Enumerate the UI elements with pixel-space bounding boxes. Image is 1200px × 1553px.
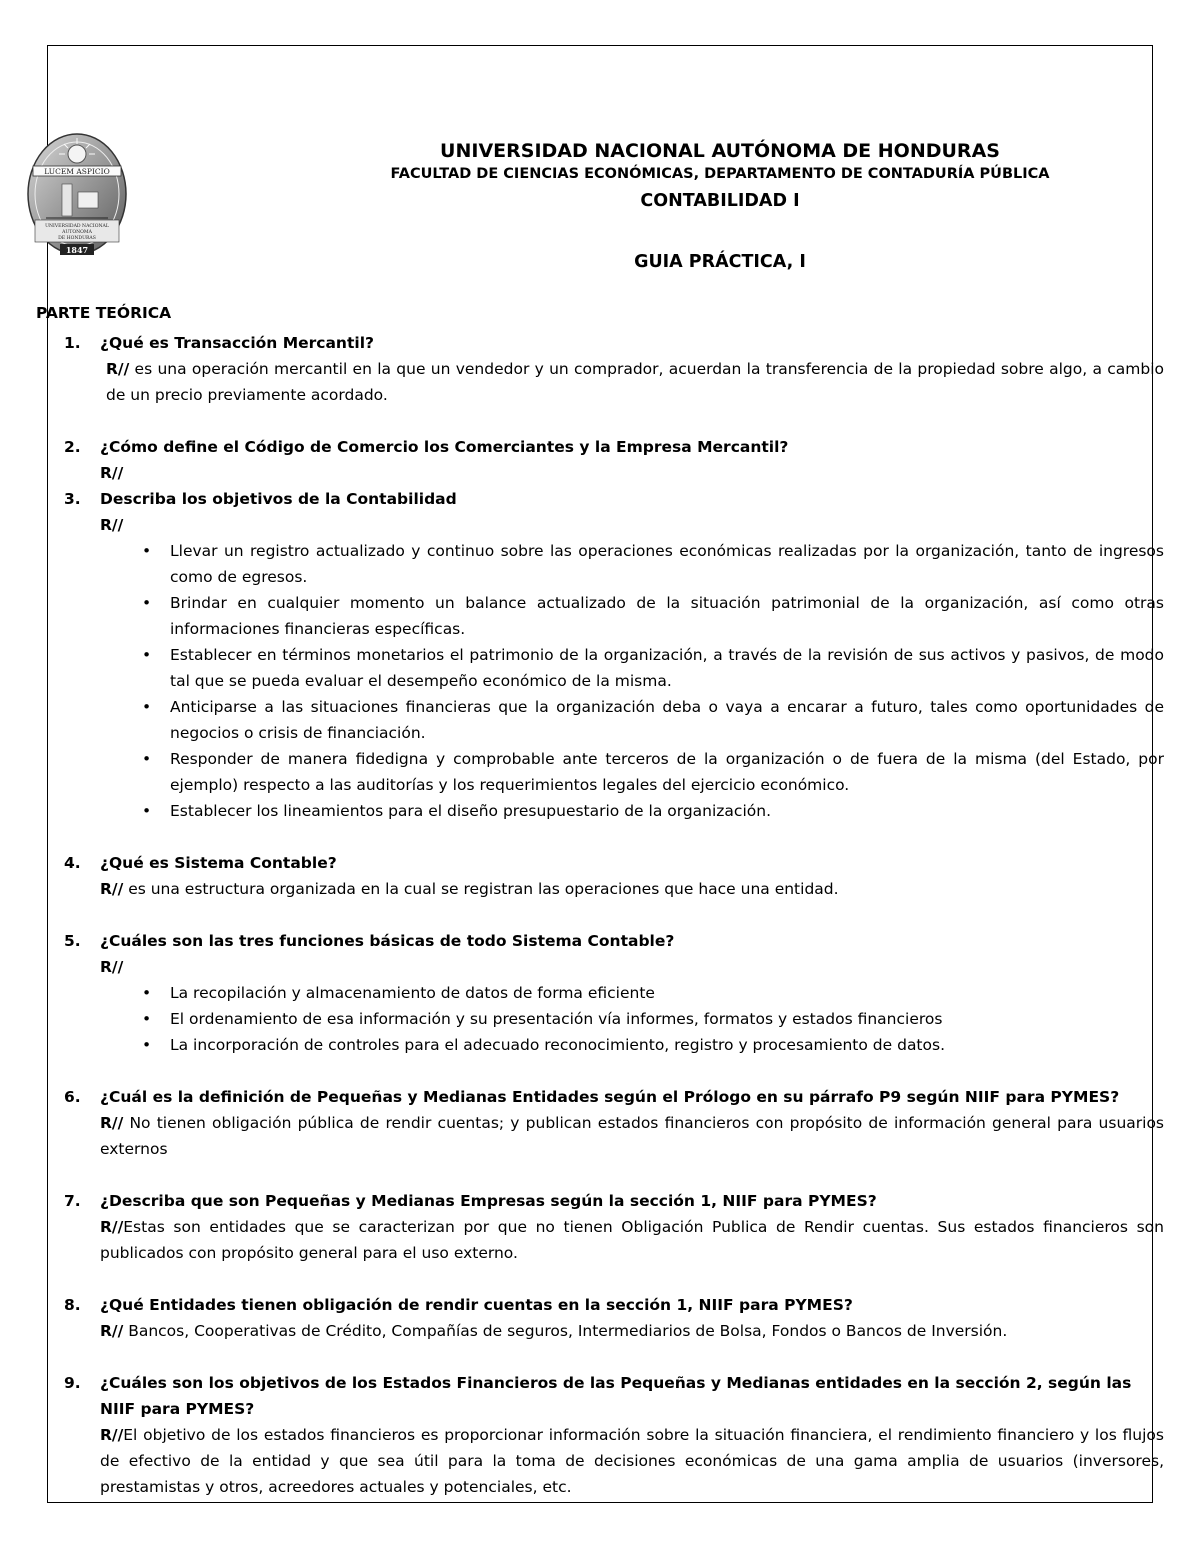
question-item — [64, 330, 1164, 408]
question-text: ¿Cuáles son los objetivos de los Estados Financieros de las Pequeñas y Medianas entidades en la sección 2, según las NIIF para PYMES? — [100, 1374, 1132, 1418]
svg-text:DE HONDURAS: DE HONDURAS — [58, 236, 96, 241]
answer-prefix: R// — [100, 1218, 124, 1236]
bullet-item: • Establecer en términos monetarios el patrimonio de la organización, a través de la revisión de sus activos y pasivos, de modo tal que se pueda evaluar el desempeño económico de la misma. — [170, 642, 1164, 694]
bullet-list — [100, 538, 1164, 824]
question-number: 8. — [64, 1296, 81, 1314]
question-item — [64, 928, 1164, 1058]
question-item — [64, 1292, 1164, 1344]
bullet-item: • Llevar un registro actualizado y continuo sobre las operaciones económicas realizadas por la organización, tanto de ingresos como de egresos. — [170, 538, 1164, 590]
answer-body: Estas son entidades que se caracterizan por que no tienen Obligación Publica de Rendir cuentas. Sus estados financieros son publicados con propósito general para el uso externo. — [100, 1218, 1164, 1262]
answer-prefix: R// — [100, 880, 124, 898]
answer-text — [100, 954, 1164, 980]
question-number: 7. — [64, 1192, 81, 1210]
section-title: PARTE TEÓRICA — [36, 304, 172, 322]
guide-title: GUIA PRÁCTICA, I — [634, 252, 806, 272]
answer-text — [100, 1422, 1164, 1500]
answer-prefix: R// — [106, 360, 130, 378]
answer-body: El objetivo de los estados financieros es proporcionar información sobre la situación financiera, el rendimiento financiero y los flujos de efectivo de la entidad y que sea útil para la toma de decisiones económicas de una gama amplia de usuarios (inversores, prestamistas y otros, acreedores actuales y potenciales, etc. — [100, 1426, 1164, 1496]
question-number: 3. — [64, 490, 81, 508]
bullet-item: • La incorporación de controles para el adecuado reconocimiento, registro y procesamiento de datos. — [170, 1032, 1164, 1058]
question-list — [64, 330, 1164, 1526]
answer-text — [100, 512, 1164, 538]
question-number: 6. — [64, 1088, 81, 1106]
course-title: CONTABILIDAD I — [640, 191, 800, 211]
question-item — [64, 1188, 1164, 1266]
bullet-item: • La recopilación y almacenamiento de datos de forma eficiente — [170, 980, 1164, 1006]
question-number: 9. — [64, 1374, 81, 1392]
svg-text:LUCEM ASPICIO: LUCEM ASPICIO — [44, 167, 110, 176]
bullet-item: • El ordenamiento de esa información y su presentación vía informes, formatos y estados financieros — [170, 1006, 1164, 1032]
answer-text — [100, 356, 1164, 408]
question-text: ¿Qué Entidades tienen obligación de rendir cuentas en la sección 1, NIIF para PYMES? — [100, 1296, 853, 1314]
answer-text — [100, 1318, 1164, 1344]
bullet-item: • Establecer los lineamientos para el diseño presupuestario de la organización. — [170, 798, 1164, 824]
faculty-title: FACULTAD DE CIENCIAS ECONÓMICAS, DEPARTAMENTO DE CONTADURÍA PÚBLICA — [390, 166, 1050, 182]
question-text: ¿Cuál es la definición de Pequeñas y Medianas Entidades según el Prólogo en su párrafo P9 según NIIF para PYMES? — [100, 1088, 1120, 1106]
answer-body: No tienen obligación pública de rendir cuentas; y publican estados financieros con propósito de información general para usuarios externos — [100, 1114, 1164, 1158]
answer-prefix: R// — [100, 1322, 124, 1340]
svg-text:UNIVERSIDAD NACIONAL: UNIVERSIDAD NACIONAL — [45, 224, 109, 229]
answer-body: es una operación mercantil en la que un vendedor y un comprador, acuerdan la transferencia de la propiedad sobre algo, a cambio de un precio previamente acordado. — [106, 360, 1164, 404]
answer-text — [100, 1214, 1164, 1266]
university-seal-logo — [26, 132, 128, 260]
answer-prefix: R// — [100, 958, 124, 976]
bullet-item: • Anticiparse a las situaciones financieras que la organización deba o vaya a encarar a futuro, tales como oportunidades de negocios o crisis de financiación. — [170, 694, 1164, 746]
question-number: 4. — [64, 854, 81, 872]
answer-prefix: R// — [100, 464, 124, 482]
answer-body: es una estructura organizada en la cual se registran las operaciones que hace una entidad. — [123, 880, 839, 898]
question-item — [64, 434, 1164, 486]
question-item — [64, 1084, 1164, 1162]
question-text: ¿Cuáles son las tres funciones básicas de todo Sistema Contable? — [100, 932, 675, 950]
question-item — [64, 850, 1164, 902]
question-item — [64, 486, 1164, 824]
answer-prefix: R// — [100, 1426, 124, 1444]
question-text: ¿Qué es Sistema Contable? — [100, 854, 337, 872]
bullet-item: • Responder de manera fidedigna y comprobable ante terceros de la organización o de fuera de la misma (del Estado, por ejemplo) respecto a las auditorías y los requerimientos legales del ejercicio económico. — [170, 746, 1164, 798]
question-number: 1. — [64, 334, 81, 352]
bullet-item: • Brindar en cualquier momento un balance actualizado de la situación patrimonial de la organización, así como otras informaciones financieras específicas. — [170, 590, 1164, 642]
answer-text — [100, 460, 1164, 486]
university-title: UNIVERSIDAD NACIONAL AUTÓNOMA DE HONDURAS — [440, 140, 1000, 162]
svg-text:1847: 1847 — [65, 245, 89, 255]
answer-prefix: R// — [100, 1114, 124, 1132]
bullet-list — [100, 980, 1164, 1058]
question-text: ¿Qué es Transacción Mercantil? — [100, 334, 374, 352]
question-text: ¿Describa que son Pequeñas y Medianas Empresas según la sección 1, NIIF para PYMES? — [100, 1192, 877, 1210]
question-text: ¿Cómo define el Código de Comercio los Comerciantes y la Empresa Mercantil? — [100, 438, 789, 456]
answer-body: Bancos, Cooperativas de Crédito, Compañías de seguros, Intermediarios de Bolsa, Fondos o Bancos de Inversión. — [123, 1322, 1008, 1340]
question-text: Describa los objetivos de la Contabilidad — [100, 490, 457, 508]
svg-text:AUTONOMA: AUTONOMA — [62, 230, 92, 235]
answer-text — [100, 876, 1164, 902]
question-number: 5. — [64, 932, 81, 950]
answer-text — [100, 1110, 1164, 1162]
question-number: 2. — [64, 438, 81, 456]
answer-prefix: R// — [100, 516, 124, 534]
question-item — [64, 1370, 1164, 1500]
